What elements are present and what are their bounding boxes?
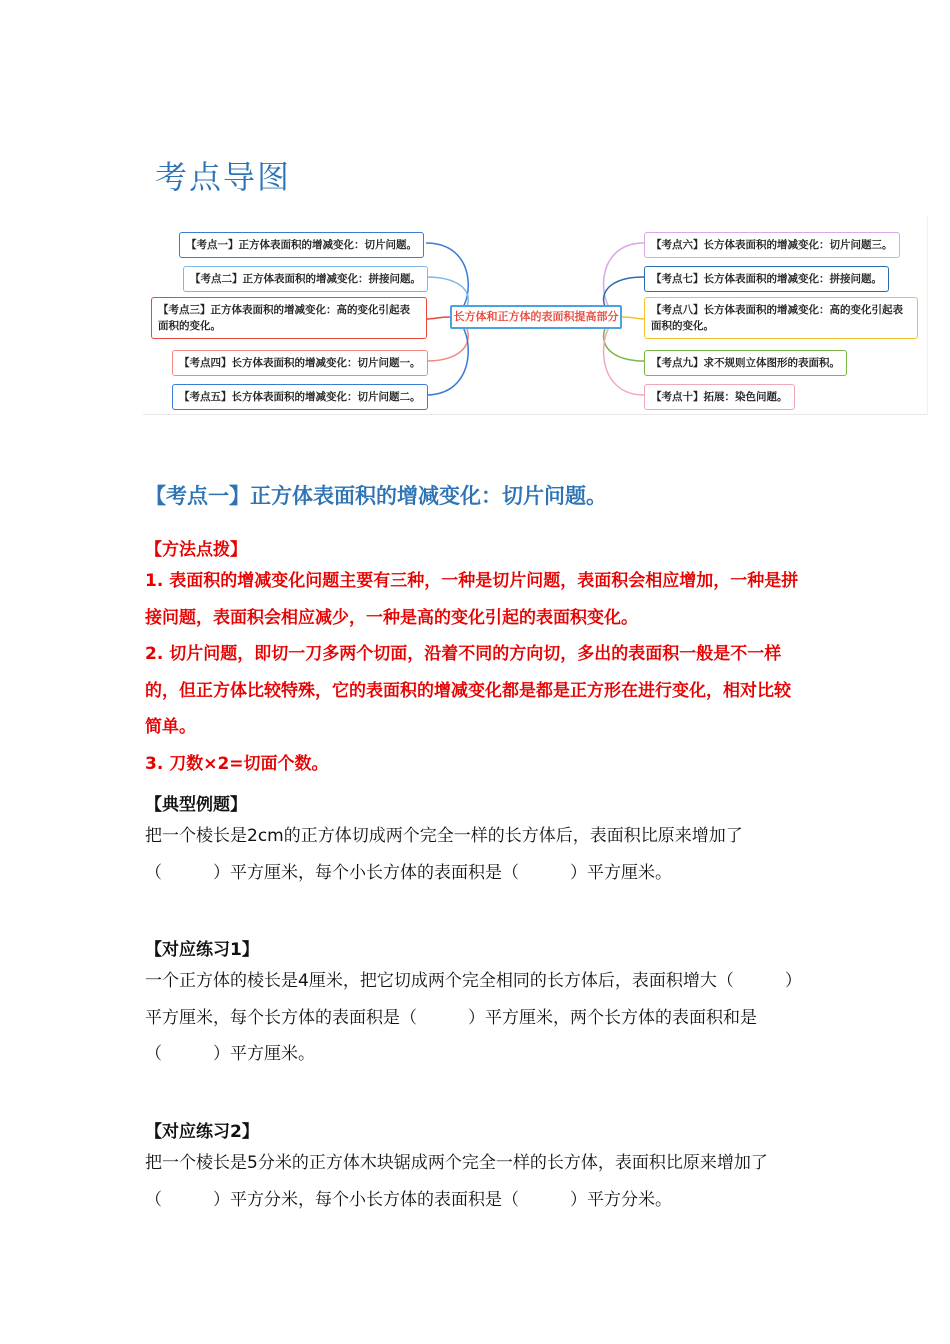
practice2-label: 【对应练习2】 bbox=[145, 1122, 259, 1142]
practice1-label: 【对应练习1】 bbox=[145, 940, 259, 960]
connector-right-3 bbox=[622, 317, 644, 319]
method-label: 【方法点拨】 bbox=[145, 540, 247, 560]
mindmap-node-5: 【考点五】长方体表面积的增减变化：切片问题二。 bbox=[172, 384, 428, 410]
mindmap-node-2: 【考点二】正方体表面积的增减变化：拼接问题。 bbox=[183, 266, 428, 292]
practice1-paragraph: 一个正方体的棱长是4厘米，把它切成两个完全相同的长方体后，表面积增大（ ）平方厘米，每个长方体的表面积是（ ）平方厘米，两个长方体的表面积和是（ ）平方厘米。 bbox=[145, 971, 802, 1064]
practice1-text bbox=[145, 963, 805, 1073]
mindmap-node-10: 【考点十】拓展：染色问题。 bbox=[644, 384, 795, 410]
method-point-1: 1. 表面积的增减变化问题主要有三种，一种是切片问题，表面积会相应增加，一种是拼接问题，表面积会相应减少，一种是高的变化引起的表面积变化。 bbox=[145, 571, 799, 628]
mindmap-node-7: 【考点七】长方体表面积的增减变化：拼接问题。 bbox=[644, 266, 889, 292]
method-point-3: 3. 刀数×2=切面个数。 bbox=[145, 753, 329, 774]
method-points bbox=[145, 563, 805, 782]
mindmap-node-8: 【考点八】长方体表面积的增减变化：高的变化引起表面积的变化。 bbox=[644, 297, 918, 339]
example-label: 【典型例题】 bbox=[145, 795, 247, 815]
page-title: 考点导图 bbox=[155, 158, 292, 196]
practice2-paragraph: 把一个棱长是5分米的正方体木块锯成两个完全一样的长方体，表面积比原来增加了（ ）平方分米，每个小长方体的表面积是（ ）平方分米。 bbox=[145, 1153, 768, 1210]
connector-left-3 bbox=[426, 317, 450, 319]
mindmap-node-6: 【考点六】长方体表面积的增减变化：切片问题三。 bbox=[644, 232, 900, 258]
mindmap-center-node: 长方体和正方体的表面积提高部分 bbox=[450, 305, 622, 329]
mindmap-node-1: 【考点一】正方体表面积的增减变化：切片问题。 bbox=[179, 232, 424, 258]
mindmap-node-4: 【考点四】长方体表面积的增减变化：切片问题一。 bbox=[172, 350, 428, 376]
example-paragraph: 把一个棱长是2cm的正方体切成两个完全一样的长方体后，表面积比原来增加了（ ）平方厘米，每个小长方体的表面积是（ ）平方厘米。 bbox=[145, 826, 743, 883]
method-point-2: 2. 切片问题，即切一刀多两个切面，沿着不同的方向切，多出的表面积一般是不一样的，但正方体比较特殊，它的表面积的增减变化都是都是正方形在进行变化，相对比较简单。 bbox=[145, 644, 791, 737]
mindmap-node-9: 【考点九】求不规则立体图形的表面积。 bbox=[644, 350, 847, 376]
mindmap-node-3: 【考点三】正方体表面积的增减变化：高的变化引起表面积的变化。 bbox=[151, 297, 427, 339]
mind-map bbox=[143, 216, 928, 415]
section-heading: 【考点一】正方体表面积的增减变化：切片问题。 bbox=[145, 484, 607, 508]
practice2-text bbox=[145, 1145, 805, 1218]
example-text bbox=[145, 818, 805, 891]
